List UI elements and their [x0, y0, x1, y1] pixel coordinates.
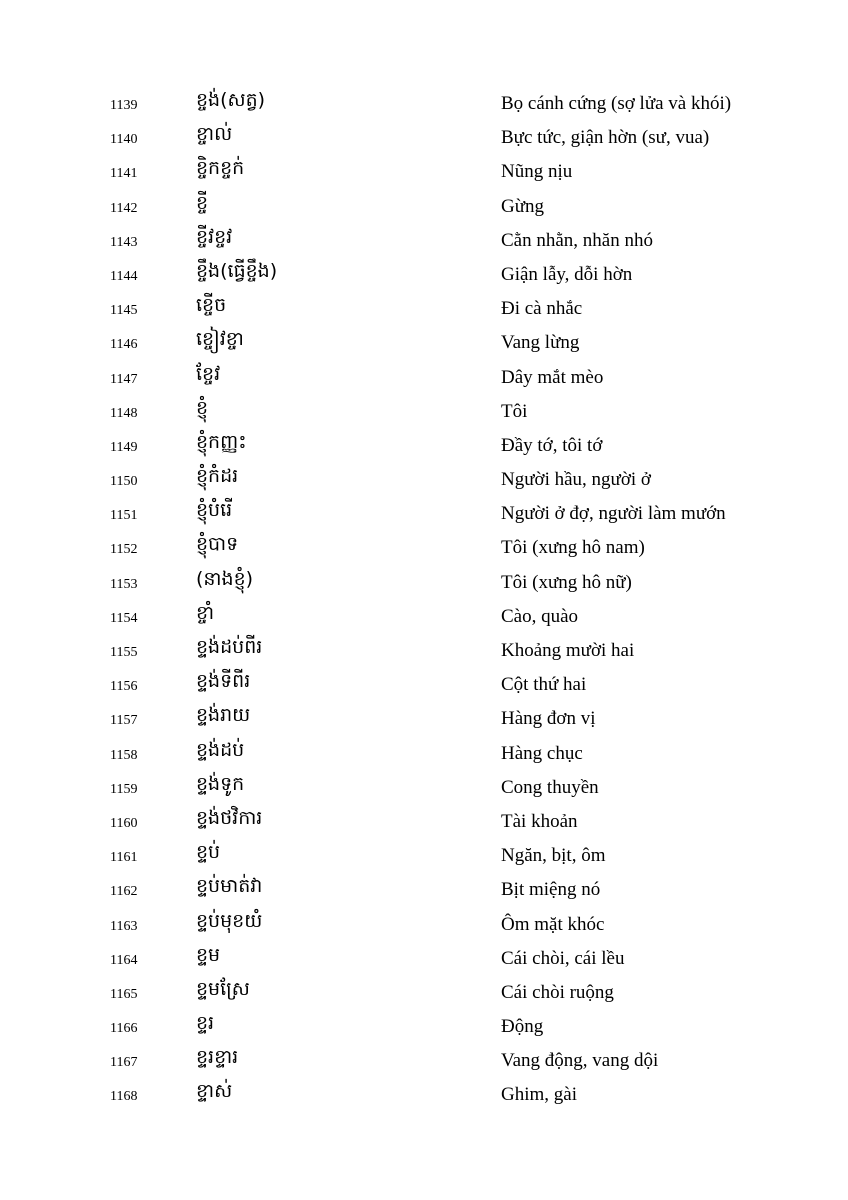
entry-number: 1164 — [110, 952, 138, 968]
khmer-term: ខ្ទមស្រែ — [196, 977, 250, 1000]
khmer-term: ខ្ទង់រាយ — [196, 704, 251, 727]
dictionary-entry-row — [0, 497, 848, 531]
entry-number: 1167 — [110, 1055, 138, 1071]
khmer-term: ខ្ទប់មាត់វា — [196, 875, 263, 898]
vietnamese-translation: Hàng chục — [501, 742, 583, 764]
entry-number: 1168 — [110, 1089, 138, 1105]
khmer-term: ខ្ទាស់ — [196, 1080, 233, 1103]
khmer-term: ខ្ចិកខ្ចក់ — [196, 157, 245, 180]
dictionary-entry-row — [0, 155, 848, 189]
vietnamese-translation: Người hầu, người ở — [501, 469, 651, 491]
vietnamese-translation: Động — [501, 1016, 544, 1038]
vietnamese-translation: Ghim, gài — [501, 1084, 577, 1106]
entry-number: 1152 — [110, 542, 138, 558]
entry-number: 1143 — [110, 234, 138, 250]
dictionary-entry-row — [0, 873, 848, 907]
khmer-term: ខ្ចី — [196, 191, 209, 214]
khmer-term: ខ្ទប់មុខយំ — [196, 909, 263, 932]
dictionary-entry-row — [0, 1078, 848, 1112]
dictionary-entry-row — [0, 668, 848, 702]
vietnamese-translation: Tôi — [501, 400, 528, 422]
entry-number: 1145 — [110, 303, 138, 319]
dictionary-entry-row — [0, 463, 848, 497]
vietnamese-translation: Giận lẫy, dỗi hờn — [501, 263, 633, 285]
khmer-term: ខ្ទប់ — [196, 841, 221, 864]
dictionary-entry-row — [0, 942, 848, 976]
dictionary-entry-row — [0, 805, 848, 839]
entry-number: 1163 — [110, 918, 138, 934]
khmer-term: ខ្ចង់(សត្វ) — [196, 89, 266, 111]
dictionary-entry-row — [0, 361, 848, 395]
dictionary-entry-row — [0, 121, 848, 155]
entry-number: 1148 — [110, 405, 138, 421]
dictionary-entry-row — [0, 258, 848, 292]
entry-number: 1160 — [110, 815, 138, 831]
khmer-term: ខ្ញុំ — [196, 396, 209, 419]
vietnamese-translation: Cái chòi ruộng — [501, 981, 614, 1003]
entry-number: 1165 — [110, 986, 138, 1002]
entry-number: 1144 — [110, 268, 138, 284]
entry-number: 1156 — [110, 679, 138, 695]
dictionary-entry-row — [0, 1010, 848, 1044]
vietnamese-translation: Bực tức, giận hờn (sư, vua) — [501, 127, 710, 149]
khmer-term: (នាងខ្ញុំ) — [196, 567, 254, 590]
vietnamese-translation: Cào, quào — [501, 605, 579, 627]
entry-number: 1151 — [110, 508, 138, 524]
dictionary-entry-row — [0, 737, 848, 771]
dictionary-entry-row — [0, 224, 848, 258]
entry-number: 1139 — [110, 98, 138, 113]
khmer-term: ខ្ទរ — [196, 1012, 215, 1035]
vietnamese-translation: Dây mắt mèo — [501, 366, 604, 388]
vietnamese-translation: Nũng nịu — [501, 161, 573, 183]
entry-number: 1161 — [110, 850, 138, 866]
khmer-term: ខ្ទង់ដប់ — [196, 738, 245, 761]
khmer-term: ខ្ញុំបាទ — [196, 533, 239, 556]
khmer-term: ខ្ចៀវខ្ចា — [196, 328, 244, 351]
entry-number: 1162 — [110, 884, 138, 900]
khmer-term: ខ្ចីវខ្ចវ — [196, 225, 233, 248]
khmer-term: ខ្ទម — [196, 943, 221, 966]
vietnamese-translation: Tôi (xưng hô nam) — [501, 537, 645, 559]
khmer-term: ខ្ចែវ — [196, 362, 221, 385]
vietnamese-translation: Cột thứ hai — [501, 674, 587, 696]
dictionary-entry-row — [0, 634, 848, 668]
khmer-term: ខ្ចាល់ — [196, 123, 233, 146]
vietnamese-translation: Gừng — [501, 195, 545, 217]
khmer-term: ខ្ញុំបំរើ — [196, 499, 233, 522]
khmer-term: ខ្ទរខ្ទារ — [196, 1046, 239, 1069]
dictionary-entry-row — [0, 702, 848, 736]
dictionary-entry-row — [0, 771, 848, 805]
vietnamese-translation: Bọ cánh cứng (sợ lửa và khói) — [501, 93, 732, 114]
entry-number: 1166 — [110, 1021, 138, 1037]
vietnamese-translation: Ngăn, bịt, ôm — [501, 845, 606, 867]
khmer-term: ខ្ចាំ — [196, 601, 215, 624]
dictionary-entry-row — [0, 1044, 848, 1078]
vietnamese-translation: Ôm mặt khóc — [501, 913, 605, 935]
entry-number: 1155 — [110, 645, 138, 660]
khmer-term: ខ្ចើច — [196, 294, 227, 317]
vietnamese-translation: Người ở đợ, người làm mướn — [501, 503, 726, 525]
vietnamese-translation: Tài khoản — [501, 810, 578, 832]
khmer-term: ខ្ទង់ដប់ពីរ — [196, 636, 263, 658]
vietnamese-translation: Cong thuyền — [501, 776, 599, 798]
entry-number: 1158 — [110, 747, 138, 763]
vietnamese-translation: Cái chòi, cái lều — [501, 947, 625, 969]
entry-number: 1150 — [110, 474, 138, 490]
vietnamese-translation: Đi cà nhắc — [501, 298, 583, 320]
khmer-term: ខ្ទង់ថវិការ — [196, 806, 263, 829]
vietnamese-translation: Hàng đơn vị — [501, 708, 596, 730]
dictionary-entry-row — [0, 292, 848, 326]
khmer-term: ខ្ទង់ទូក — [196, 772, 245, 795]
dictionary-entry-row — [0, 87, 848, 121]
vietnamese-translation: Cằn nhằn, nhăn nhó — [501, 229, 653, 251]
dictionary-entry-row — [0, 326, 848, 360]
vietnamese-translation: Vang lừng — [501, 332, 580, 354]
entry-number: 1154 — [110, 610, 138, 626]
vietnamese-translation: Đầy tớ, tôi tớ — [501, 434, 603, 456]
entry-number: 1153 — [110, 576, 138, 592]
dictionary-entry-row — [0, 531, 848, 565]
vietnamese-translation: Vang động, vang dội — [501, 1050, 659, 1072]
vietnamese-translation: Bịt miệng nó — [501, 879, 601, 901]
dictionary-entry-row — [0, 839, 848, 873]
dictionary-entry-row — [0, 566, 848, 600]
entry-number: 1159 — [110, 781, 138, 797]
dictionary-entry-row — [0, 429, 848, 463]
dictionary-entry-row — [0, 600, 848, 634]
entry-number: 1149 — [110, 439, 138, 455]
entry-number: 1140 — [110, 132, 138, 148]
dictionary-entry-row — [0, 190, 848, 224]
dictionary-entry-row — [0, 976, 848, 1010]
entry-number: 1142 — [110, 200, 138, 216]
dictionary-entry-row — [0, 395, 848, 429]
vietnamese-translation: Khoảng mười hai — [501, 640, 635, 661]
dictionary-entries — [0, 87, 848, 1113]
khmer-term: ខ្ចឹង(ធ្វើខ្ចឹង) — [196, 259, 278, 282]
entry-number: 1146 — [110, 337, 138, 353]
khmer-term: ខ្ញុំកំដរ — [196, 465, 239, 488]
khmer-term: ខ្ទង់ទីពីរ — [196, 670, 251, 693]
vietnamese-translation: Tôi (xưng hô nữ) — [501, 571, 632, 593]
khmer-term: ខ្ញុំកញ្ញះ — [196, 430, 247, 453]
dictionary-entry-row — [0, 908, 848, 942]
entry-number: 1157 — [110, 713, 138, 729]
entry-number: 1147 — [110, 371, 138, 387]
entry-number: 1141 — [110, 166, 138, 182]
